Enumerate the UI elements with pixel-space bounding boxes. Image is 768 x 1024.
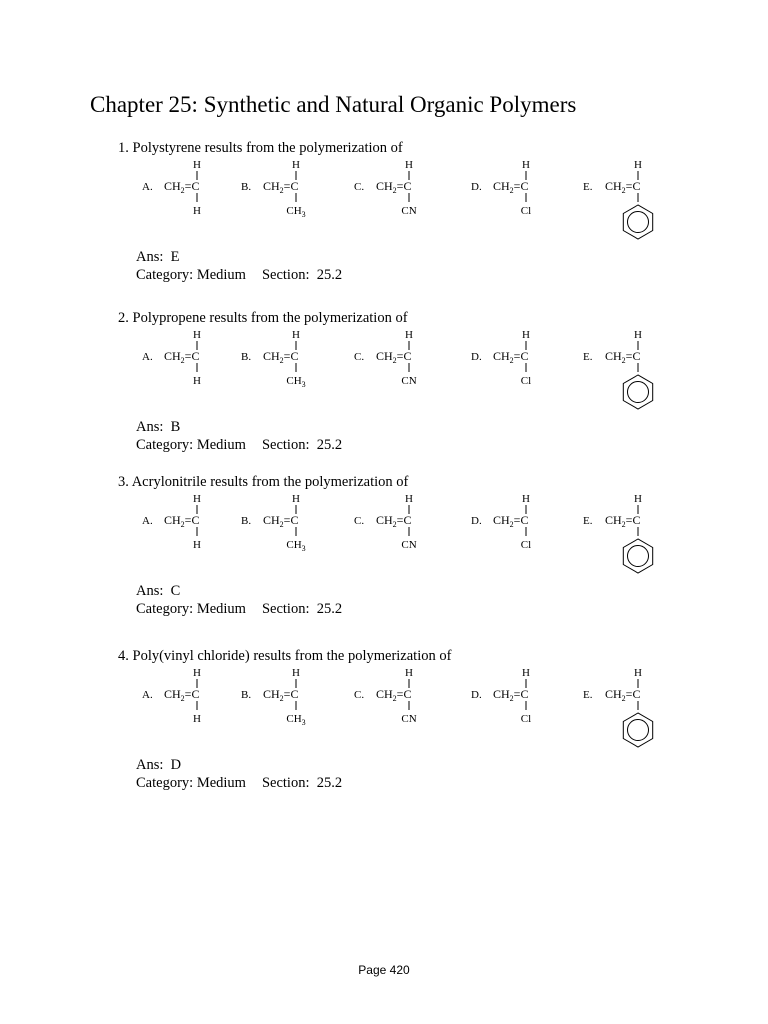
bottom-substituent: H bbox=[193, 713, 201, 725]
bottom-substituent: H bbox=[193, 205, 201, 217]
structural-formula bbox=[583, 484, 703, 594]
category-value: Medium bbox=[196, 267, 246, 283]
top-substituent: H bbox=[522, 159, 530, 171]
category-line bbox=[136, 436, 342, 454]
choice-letter: B. bbox=[241, 689, 252, 701]
choice-letter: A. bbox=[142, 351, 153, 363]
section-value: 25.2 bbox=[316, 437, 343, 453]
answer-value: E bbox=[170, 249, 180, 265]
monomer-formula: $CH_2=C$ bbox=[493, 349, 529, 365]
section-label: Section: bbox=[261, 437, 310, 453]
monomer-formula: $CH_2=C$ bbox=[605, 179, 641, 195]
monomer-formula: $CH_2=C$ bbox=[263, 513, 299, 529]
question-number: 3. bbox=[118, 474, 129, 490]
section-label: Section: bbox=[261, 601, 310, 617]
choice-letter: E. bbox=[583, 689, 593, 701]
choice-letter: B. bbox=[241, 181, 252, 193]
answer-label: Ans: bbox=[136, 757, 164, 773]
monomer-formula: $CH_2=C$ bbox=[263, 687, 299, 703]
answer-value: B bbox=[170, 419, 181, 435]
answer-line bbox=[136, 248, 342, 266]
top-substituent: H bbox=[292, 493, 300, 505]
section-value: 25.2 bbox=[316, 601, 343, 617]
choice-b bbox=[241, 658, 361, 768]
structural-formula bbox=[471, 150, 591, 260]
structural-formula bbox=[471, 320, 591, 430]
bottom-substituent: Cl bbox=[520, 539, 532, 551]
choice-e bbox=[583, 150, 703, 260]
choice-e bbox=[583, 658, 703, 768]
top-substituent: H bbox=[634, 667, 642, 679]
choice-b bbox=[241, 484, 361, 594]
choice-letter: A. bbox=[142, 689, 153, 701]
choice-d bbox=[471, 150, 591, 260]
choice-letter: A. bbox=[142, 181, 153, 193]
bottom-substituent: CN bbox=[401, 713, 417, 725]
top-substituent: H bbox=[405, 329, 413, 341]
answer-block bbox=[136, 756, 342, 792]
top-substituent: H bbox=[292, 159, 300, 171]
answer-line bbox=[136, 582, 342, 600]
category-line bbox=[136, 774, 342, 792]
choice-letter: D. bbox=[471, 689, 482, 701]
monomer-formula: $CH_2=C$ bbox=[263, 349, 299, 365]
monomer-formula: $CH_2=C$ bbox=[605, 687, 641, 703]
monomer-formula: $CH_2=C$ bbox=[493, 513, 529, 529]
top-substituent: H bbox=[405, 667, 413, 679]
choice-e bbox=[583, 320, 703, 430]
choice-letter: E. bbox=[583, 515, 593, 527]
top-substituent: H bbox=[634, 159, 642, 171]
answer-label: Ans: bbox=[136, 583, 164, 599]
question-number: 4. bbox=[118, 648, 129, 664]
monomer-formula: $CH_2=C$ bbox=[605, 349, 641, 365]
answer-line bbox=[136, 756, 342, 774]
category-label: Category: bbox=[136, 437, 194, 453]
aromatic-circle bbox=[628, 382, 649, 403]
monomer-formula: $CH_2=C$ bbox=[493, 179, 529, 195]
choice-letter: B. bbox=[241, 515, 252, 527]
choice-b bbox=[241, 320, 361, 430]
answer-line bbox=[136, 418, 342, 436]
choice-d bbox=[471, 320, 591, 430]
monomer-formula: $CH_2=C$ bbox=[376, 687, 412, 703]
structural-formula bbox=[471, 484, 591, 594]
top-substituent: H bbox=[522, 493, 530, 505]
answer-value: C bbox=[170, 583, 181, 599]
question-prompt: Polystyrene results from the polymerization of bbox=[132, 140, 403, 156]
answer-label: Ans: bbox=[136, 419, 164, 435]
choice-c bbox=[354, 658, 474, 768]
structural-formula bbox=[583, 320, 703, 430]
structural-formula bbox=[241, 320, 361, 430]
answer-block bbox=[136, 582, 342, 618]
question-prompt: Acrylonitrile results from the polymerization of bbox=[131, 474, 409, 490]
answer-choices bbox=[0, 150, 768, 260]
category-label: Category: bbox=[136, 601, 194, 617]
monomer-formula: $CH_2=C$ bbox=[376, 349, 412, 365]
question-prompt: Polypropene results from the polymerization of bbox=[132, 310, 408, 326]
top-substituent: H bbox=[193, 329, 201, 341]
monomer-formula: $CH_2=C$ bbox=[493, 687, 529, 703]
question bbox=[0, 474, 768, 649]
answer-choices bbox=[0, 320, 768, 430]
structural-formula bbox=[241, 484, 361, 594]
question bbox=[0, 310, 768, 485]
monomer-formula: $CH_2=C$ bbox=[164, 513, 200, 529]
choice-b bbox=[241, 150, 361, 260]
top-substituent: H bbox=[193, 159, 201, 171]
category-line bbox=[136, 266, 342, 284]
choice-letter: C. bbox=[354, 181, 365, 193]
top-substituent: H bbox=[405, 159, 413, 171]
aromatic-circle bbox=[628, 546, 649, 567]
structural-formula bbox=[583, 658, 703, 768]
choice-letter: C. bbox=[354, 689, 365, 701]
category-value: Medium bbox=[196, 775, 246, 791]
top-substituent: H bbox=[522, 667, 530, 679]
monomer-formula: $CH_2=C$ bbox=[164, 179, 200, 195]
section-label: Section: bbox=[261, 775, 310, 791]
monomer-formula: $CH_2=C$ bbox=[164, 687, 200, 703]
question bbox=[0, 140, 768, 315]
structural-formula bbox=[354, 484, 474, 594]
answer-block bbox=[136, 418, 342, 454]
bottom-substituent: H bbox=[193, 539, 201, 551]
question-number: 2. bbox=[118, 310, 129, 326]
bottom-substituent: $CH_3$ bbox=[286, 713, 306, 727]
structural-formula bbox=[241, 150, 361, 260]
category-label: Category: bbox=[136, 267, 194, 283]
structural-formula bbox=[583, 150, 703, 260]
monomer-formula: $CH_2=C$ bbox=[164, 349, 200, 365]
section-value: 25.2 bbox=[316, 775, 343, 791]
section-label: Section: bbox=[261, 267, 310, 283]
bottom-substituent: Cl bbox=[520, 375, 532, 387]
top-substituent: H bbox=[522, 329, 530, 341]
page-number: Page 420 bbox=[358, 963, 410, 977]
bottom-substituent: H bbox=[193, 375, 201, 387]
answer-choices bbox=[0, 484, 768, 594]
question-number: 1. bbox=[118, 140, 129, 156]
top-substituent: H bbox=[634, 493, 642, 505]
choice-letter: C. bbox=[354, 351, 365, 363]
structural-formula bbox=[354, 150, 474, 260]
top-substituent: H bbox=[193, 667, 201, 679]
answer-block bbox=[136, 248, 342, 284]
choice-letter: A. bbox=[142, 515, 153, 527]
bottom-substituent: Cl bbox=[520, 205, 532, 217]
choice-letter: E. bbox=[583, 351, 593, 363]
section-value: 25.2 bbox=[316, 267, 343, 283]
monomer-formula: $CH_2=C$ bbox=[376, 513, 412, 529]
monomer-formula: $CH_2=C$ bbox=[263, 179, 299, 195]
answer-choices bbox=[0, 658, 768, 768]
aromatic-circle bbox=[628, 212, 649, 233]
monomer-formula: $CH_2=C$ bbox=[605, 513, 641, 529]
choice-letter: E. bbox=[583, 181, 593, 193]
structural-formula bbox=[241, 658, 361, 768]
structural-formula bbox=[354, 320, 474, 430]
choice-letter: D. bbox=[471, 515, 482, 527]
structural-formula bbox=[471, 658, 591, 768]
bottom-substituent: CN bbox=[401, 539, 417, 551]
structural-formula bbox=[354, 658, 474, 768]
monomer-formula: $CH_2=C$ bbox=[376, 179, 412, 195]
choice-c bbox=[354, 320, 474, 430]
question-prompt: Poly(vinyl chloride) results from the polymerization of bbox=[132, 648, 452, 664]
category-line bbox=[136, 600, 342, 618]
answer-value: D bbox=[170, 757, 182, 773]
choice-letter: C. bbox=[354, 515, 365, 527]
choice-letter: D. bbox=[471, 351, 482, 363]
choice-d bbox=[471, 484, 591, 594]
chapter-title: Chapter 25: Synthetic and Natural Organic Polymers bbox=[90, 92, 577, 117]
category-label: Category: bbox=[136, 775, 194, 791]
choice-e bbox=[583, 484, 703, 594]
choice-letter: B. bbox=[241, 351, 252, 363]
category-value: Medium bbox=[196, 437, 246, 453]
bottom-substituent: CN bbox=[401, 205, 417, 217]
category-value: Medium bbox=[196, 601, 246, 617]
top-substituent: H bbox=[193, 493, 201, 505]
bottom-substituent: $CH_3$ bbox=[286, 375, 306, 389]
choice-c bbox=[354, 150, 474, 260]
top-substituent: H bbox=[292, 667, 300, 679]
top-substituent: H bbox=[292, 329, 300, 341]
aromatic-circle bbox=[628, 720, 649, 741]
choice-d bbox=[471, 658, 591, 768]
top-substituent: H bbox=[405, 493, 413, 505]
bottom-substituent: $CH_3$ bbox=[286, 205, 306, 219]
top-substituent: H bbox=[634, 329, 642, 341]
bottom-substituent: Cl bbox=[520, 713, 532, 725]
choice-letter: D. bbox=[471, 181, 482, 193]
answer-label: Ans: bbox=[136, 249, 164, 265]
bottom-substituent: $CH_3$ bbox=[286, 539, 306, 553]
choice-c bbox=[354, 484, 474, 594]
bottom-substituent: CN bbox=[401, 375, 417, 387]
question bbox=[0, 648, 768, 823]
